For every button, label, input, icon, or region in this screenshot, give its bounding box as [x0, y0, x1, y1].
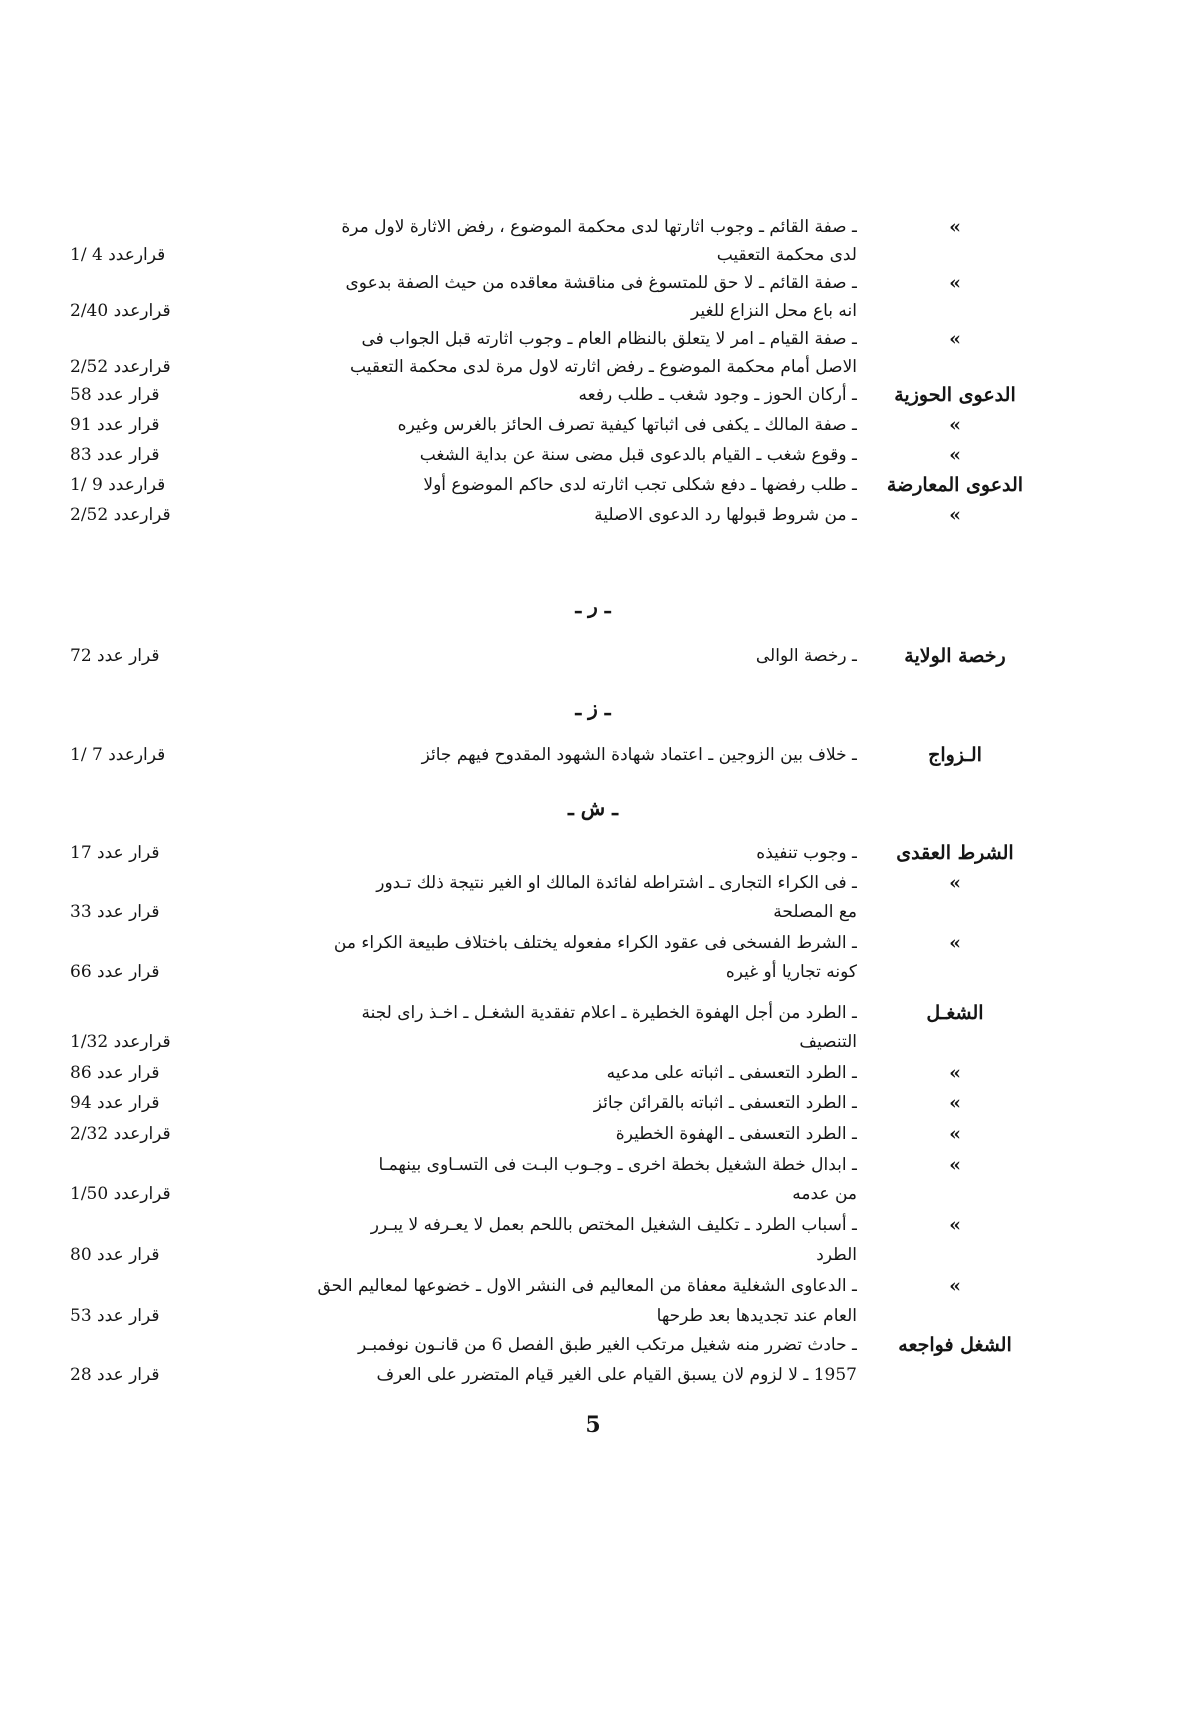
entry-text: ـ صفة المالك ـ يكفى فى اثباتها كيفية تصرف الحائز بالغرس وغيره	[397, 415, 857, 435]
entry-reference: قرارعدد 1/32	[70, 1032, 171, 1052]
index-entry	[70, 1271, 1030, 1301]
index-entry	[70, 928, 1030, 958]
entry-heading: »	[949, 1062, 961, 1084]
entry-text: ـ الشرط الفسخى فى عقود الكراء مفعوله يختلف باختلاف طبيعة الكراء من	[333, 933, 857, 953]
entry-heading: »	[949, 504, 961, 526]
entry-text: ـ وجوب تنفيذه	[756, 843, 857, 863]
entry-reference: قرار عدد 66	[70, 962, 160, 982]
index-entry	[70, 500, 1030, 530]
entry-reference: قرارعدد 2/40	[70, 301, 171, 321]
entry-heading: الدعوى المعارضة	[886, 474, 1024, 496]
entry-text: ـ أركان الحوز ـ وجود شغب ـ طلب رفعه	[578, 385, 857, 405]
entry-text: ـ صفة القيام ـ امر لا يتعلق بالنظام العام ـ وجوب اثارته قبل الجواب فى	[361, 329, 857, 349]
index-entry	[70, 1150, 1030, 1180]
entry-text: ـ صفة القائم ـ وجوب اثارتها لدى محكمة الموضوع ، رفض الاثارة لاول مرة	[341, 217, 857, 237]
index-entry	[70, 1179, 1030, 1209]
index-entry	[70, 296, 1030, 326]
page-number: 5	[585, 1412, 601, 1438]
entry-reference: قرار عدد 91	[70, 415, 160, 435]
entry-text: ـ الطرد من أجل الهفوة الخطيرة ـ اعلام تفقدية الشغـل ـ اخـذ راى لجنة	[361, 1003, 857, 1023]
entry-text: ـ الطرد التعسفى ـ اثباته بالقرائن جائز	[593, 1093, 857, 1113]
section-heading-za: ـ ز ـ	[575, 696, 611, 720]
entry-reference: قرار عدد 28	[70, 1365, 160, 1385]
entry-heading: الدعوى الحوزية	[894, 384, 1016, 406]
index-entry	[70, 212, 1030, 242]
entry-reference: قرار عدد 80	[70, 1245, 160, 1265]
entry-text: ـ الطرد التعسفى ـ الهفوة الخطيرة	[615, 1124, 857, 1144]
index-entry	[70, 740, 1030, 770]
index-entry	[70, 268, 1030, 298]
index-entry	[70, 440, 1030, 470]
entry-heading: »	[949, 1092, 961, 1114]
index-entry	[70, 838, 1030, 868]
entry-heading: الشغل فواجعه	[898, 1334, 1012, 1356]
entry-heading: »	[949, 328, 961, 350]
entry-text: لدى محكمة التعقيب	[716, 245, 857, 265]
index-entry	[70, 240, 1030, 270]
entry-reference: قرارعدد 9 /1	[70, 475, 166, 495]
entry-text: ـ ابدال خطة الشغيل بخطة اخرى ـ وجـوب البـت فى التسـاوى بينهمـا	[378, 1155, 857, 1175]
section-heading-shin: ـ ش ـ	[567, 796, 619, 820]
entry-reference: قرار عدد 17	[70, 843, 160, 863]
index-entry	[70, 470, 1030, 500]
entry-reference: قرارعدد 7 /1	[70, 745, 166, 765]
entry-heading: »	[949, 872, 961, 894]
entry-reference: قرار عدد 94	[70, 1093, 160, 1113]
entry-heading: الـزواج	[928, 744, 982, 766]
entry-reference: قرار عدد 72	[70, 646, 160, 666]
entry-heading: رخصة الولاية	[904, 645, 1006, 667]
index-entry	[70, 410, 1030, 440]
entry-heading: »	[949, 216, 961, 238]
entry-text: العام عند تجديدها بعد طرحها	[656, 1306, 857, 1326]
index-entry	[70, 1210, 1030, 1240]
entry-reference: قرار عدد 83	[70, 445, 160, 465]
index-entry	[70, 380, 1030, 410]
entry-text: ـ الدعاوى الشغلية معفاة من المعاليم فى النشر الاول ـ خضوعها لمعاليم الحق	[317, 1276, 857, 1296]
entry-text: التنصيف	[799, 1032, 857, 1052]
entry-text: 1957 ـ لا لزوم لان يسبق القيام على الغير قيام المتضرر على العرف	[376, 1365, 857, 1385]
entry-heading: »	[949, 1123, 961, 1145]
entry-reference: قرارعدد 4 /1	[70, 245, 166, 265]
entry-reference: قرارعدد 2/32	[70, 1124, 171, 1144]
index-entry	[70, 641, 1030, 671]
entry-text: كونه تجاريا أو غيره	[725, 962, 857, 982]
entry-text: من عدمه	[792, 1184, 857, 1204]
entry-text: ـ الطرد التعسفى ـ اثباته على مدعيه	[606, 1063, 857, 1083]
entry-heading: »	[949, 414, 961, 436]
entry-text: ـ صفة القائم ـ لا حق للمتسوغ فى مناقشة معاقده من حيث الصفة بدعوى	[345, 273, 857, 293]
index-entry	[70, 1088, 1030, 1118]
entry-text: مع المصلحة	[773, 902, 857, 922]
index-entry	[70, 352, 1030, 382]
index-entry	[70, 1330, 1030, 1360]
entry-reference: قرارعدد 2/52	[70, 357, 171, 377]
entry-reference: قرار عدد 53	[70, 1306, 160, 1326]
index-entry	[70, 868, 1030, 898]
entry-heading: »	[949, 272, 961, 294]
entry-heading: »	[949, 932, 961, 954]
entry-heading: الشغـل	[926, 1002, 984, 1024]
index-entry	[70, 1027, 1030, 1057]
entry-heading: »	[949, 1214, 961, 1236]
entry-text: ـ حادث تضرر منه شغيل مرتكب الغير طبق الفصل 6 من قانـون نوفمبـر	[358, 1335, 857, 1355]
entry-text: ـ فى الكراء التجارى ـ اشتراطه لفائدة المالك او الغير نتيجة ذلك تـدور	[376, 873, 857, 893]
entry-reference: قرارعدد 1/50	[70, 1184, 171, 1204]
entry-text: ـ رخصة الوالى	[755, 646, 857, 666]
entry-reference: قرار عدد 33	[70, 902, 160, 922]
index-entry	[70, 1360, 1030, 1390]
entry-heading: الشرط العقدى	[896, 842, 1014, 864]
index-entry	[70, 957, 1030, 987]
entry-reference: قرار عدد 58	[70, 385, 160, 405]
entry-text: ـ من شروط قبولها رد الدعوى الاصلية	[594, 505, 857, 525]
index-entry	[70, 1301, 1030, 1331]
entry-text: ـ أسباب الطرد ـ تكليف الشغيل المختص باللحم بعمل لا يعـرفه لا يبـرر	[370, 1215, 857, 1235]
entry-text: ـ خلاف بين الزوجين ـ اعتماد شهادة الشهود المقدوح فيهم جائز	[421, 745, 857, 765]
index-entry	[70, 1119, 1030, 1149]
entry-text: ـ وقوع شغب ـ القيام بالدعوى قبل مضى سنة عن بداية الشغب	[419, 445, 857, 465]
index-entry	[70, 998, 1030, 1028]
entry-text: ـ طلب رفضها ـ دفع شكلى تجب اثارته لدى حاكم الموضوع أولا	[423, 475, 857, 495]
entry-reference: قرار عدد 86	[70, 1063, 160, 1083]
index-entry	[70, 324, 1030, 354]
entry-reference: قرارعدد 2/52	[70, 505, 171, 525]
index-entry	[70, 1240, 1030, 1270]
entry-heading: »	[949, 444, 961, 466]
entry-text: انه باع محل النزاع للغير	[691, 301, 857, 321]
entry-heading: »	[949, 1154, 961, 1176]
index-entry	[70, 897, 1030, 927]
entry-text: الاصل أمام محكمة الموضوع ـ رفض اثارته لاول مرة لدى محكمة التعقيب	[350, 357, 857, 377]
section-heading-ra: ـ ر ـ	[575, 594, 611, 618]
entry-heading: »	[949, 1275, 961, 1297]
index-entry	[70, 1058, 1030, 1088]
entry-text: الطرد	[816, 1245, 857, 1265]
